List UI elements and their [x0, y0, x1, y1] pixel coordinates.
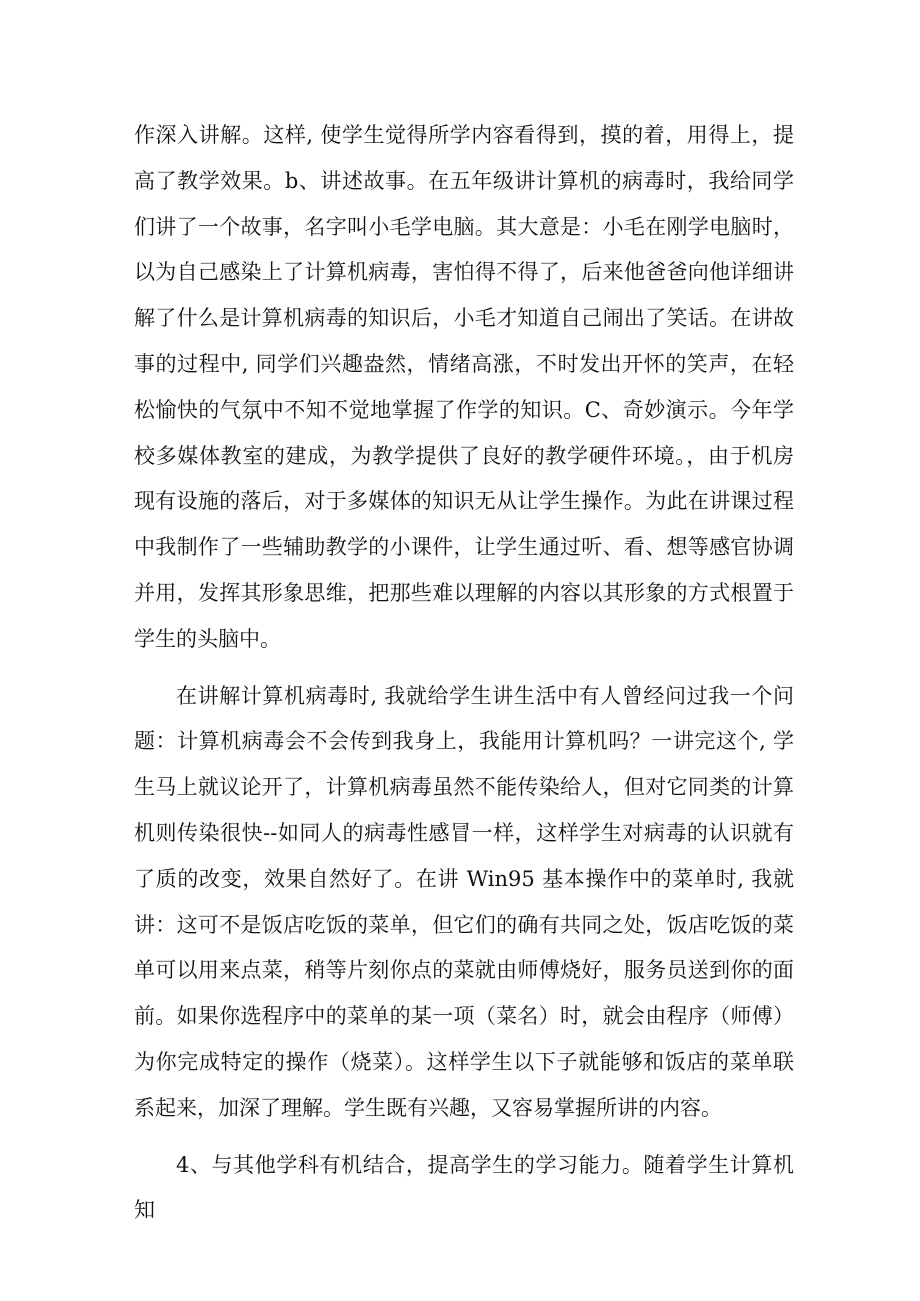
paragraph-spacer — [134, 663, 794, 674]
paragraph-2: 在讲解计算机病毒时, 我就给学生讲生活中有人曾经问过我一个问题：计算机病毒会不会传到我身上，我能用计算机吗？一讲完这个, 学生马上就议论开了，计算机病毒虽然不能传染给人，但对它同类的计算机则传染很快--如同人的病毒性感冒一样，这样学生对病毒的认识就有了质的改变，效果自然好了。在讲 Win95 基本操作中的菜单时, 我就讲：这可不是饭店吃饭的菜单，但它们的确有共同之处，饭店吃饭的菜单可以用来点菜，稍等片刻你点的菜就由师傅烧好，服务员送到你的面前。如果你选程序中的菜单的某一项（菜名）时，就会由程序（师傅）为你完成特定的操作（烧菜）。这样学生以下子就能够和饭店的菜单联系起来，加深了理解。学生既有兴趣，又容易掌握所讲的内容。 — [134, 683, 794, 1120]
document-body — [134, 113, 794, 1234]
paragraph-3: 4、与其他学科有机结合，提高学生的学习能力。随着学生计算机知 — [134, 1152, 794, 1223]
paragraph-spacer — [134, 1132, 794, 1143]
paragraph-1: 作深入讲解。这样, 使学生觉得所学内容看得到，摸的着，用得上，提高了教学效果。b、讲述故事。在五年级讲计算机的病毒时，我给同学们讲了一个故事，名字叫小毛学电脑。其大意是：小毛在刚学电脑时，以为自己感染上了计算机病毒，害怕得不得了，后来他爸爸向他详细讲解了什么是计算机病毒的知识后，小毛才知道自己闹出了笑话。在讲故事的过程中, 同学们兴趣盎然，情绪高涨，不时发出开怀的笑声，在轻松愉快的气氛中不知不觉地掌握了作学的知识。C、奇妙演示。今年学校多媒体教室的建成，为教学提供了良好的教学硬件环境。，由于机房现有设施的落后，对于多媒体的知识无从让学生操作。为此在讲课过程中我制作了一些辅助教学的小课件，让学生通过听、看、想等感官协调并用，发挥其形象思维，把那些难以理解的内容以其形象的方式根置于学生的头脑中。 — [134, 123, 794, 651]
